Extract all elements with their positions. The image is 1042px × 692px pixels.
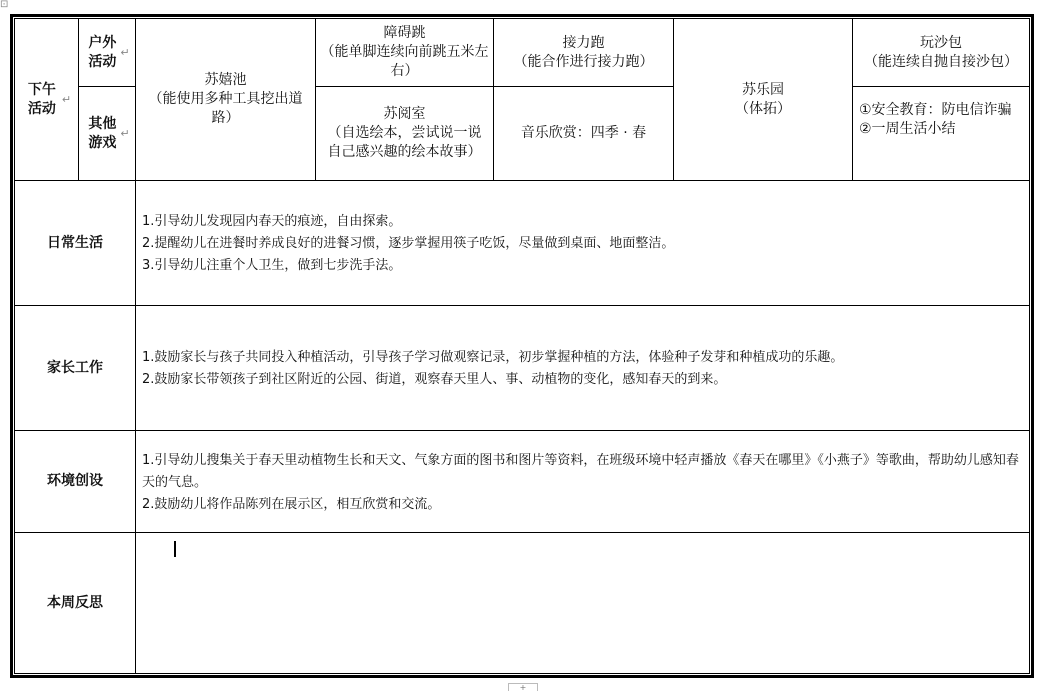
afternoon-activity-header[interactable] — [15, 19, 79, 181]
parent-work-label-cell[interactable] — [15, 306, 136, 431]
daily-life-item-1: 1.引导幼儿发现园内春天的痕迹，自由探索。 — [142, 214, 402, 229]
sutangchi-desc: （能使用多种工具挖出道路） — [148, 91, 303, 126]
environment-label-cell[interactable] — [15, 431, 136, 533]
suleyuan-title: 苏乐园 — [742, 81, 784, 98]
sandbag-title: 玩沙包 — [920, 34, 962, 51]
paragraph-mark: ↵ — [120, 127, 130, 140]
sutangchi-cell[interactable] — [136, 19, 316, 181]
relay-run-title: 接力跑 — [562, 34, 605, 51]
reflection-content-cell[interactable] — [136, 533, 1030, 674]
environment-item-1: 1.引导幼儿搜集关于春天里动植物生长和天文、气象方面的图书和图片等资料，在班级环境中轻声播放《春天在哪里》《小燕子》等歌曲，帮助幼儿感知春天的气息。 — [142, 452, 1019, 490]
daily-life-list — [136, 209, 674, 277]
other-games-content-cell[interactable] — [853, 87, 1030, 181]
reflection-label-cell[interactable] — [15, 533, 136, 674]
paragraph-mark: ↵ — [120, 46, 130, 59]
obstacle-jump-cell[interactable] — [316, 19, 494, 87]
paragraph-mark: ↵ — [61, 93, 72, 106]
reflection-label: 本周反思 — [47, 594, 103, 611]
text-cursor — [174, 541, 176, 557]
daily-life-item-3: 3.引导幼儿注重个人卫生，做到七步洗手法。 — [142, 258, 402, 273]
suleyuan-desc: （体拓） — [735, 100, 791, 117]
music-appreciation-cell[interactable] — [494, 87, 674, 181]
parent-work-item-1: 1.鼓励家长与孩子共同投入种植活动，引导孩子学习做观察记录，初步掌握种植的方法，体验种子发芽和种植成功的乐趣。 — [142, 350, 844, 365]
relay-run-cell[interactable] — [494, 19, 674, 87]
parent-work-list — [136, 345, 843, 391]
sandbag-desc: （能连续自抛自接沙包） — [864, 53, 1018, 70]
sandbag-cell[interactable] — [853, 19, 1030, 87]
daily-life-label-cell[interactable] — [15, 181, 136, 306]
other-item-1: ①安全教育：防电信诈骗 — [859, 102, 1012, 118]
other-item-2: ②一周生活小结 — [859, 121, 956, 137]
outdoor-activity-label-cell[interactable] — [79, 19, 136, 87]
environment-item-2: 2.鼓励幼儿将作品陈列在展示区，相互欣赏和交流。 — [142, 496, 441, 512]
suleyuan-cell[interactable] — [674, 19, 853, 181]
obstacle-jump-desc: （能单脚连续向前跳五米左右） — [320, 44, 489, 79]
other-games-label-cell[interactable] — [79, 87, 136, 181]
outdoor-activity-label: 户外活动 — [88, 34, 117, 70]
music-appreciation-text: 音乐欣赏：四季 · 春 — [520, 125, 647, 141]
environment-content-cell[interactable] — [136, 431, 1030, 533]
relay-run-desc: （能合作进行接力跑） — [513, 53, 654, 70]
reading-room-cell[interactable] — [316, 87, 494, 181]
environment-list — [136, 448, 1029, 516]
table-move-handle[interactable]: ⊡ — [0, 0, 9, 10]
environment-label: 环境创设 — [47, 473, 103, 489]
reading-room-desc: （自选绘本，尝试说一说自己感兴趣的绘本故事） — [327, 125, 482, 160]
other-games-label: 其他游戏 — [88, 115, 117, 151]
table-resize-handle[interactable]: + — [508, 683, 538, 691]
parent-work-content-cell[interactable] — [136, 306, 1030, 431]
obstacle-jump-title: 障碍跳 — [383, 25, 426, 41]
daily-life-item-2: 2.提醒幼儿在进餐时养成良好的进餐习惯，逐步掌握用筷子吃饭，尽量做到桌面、地面整洁。 — [142, 236, 675, 251]
afternoon-activity-label: 下午活动 — [27, 81, 56, 117]
sutangchi-title: 苏嬉池 — [204, 72, 247, 88]
daily-life-label: 日常生活 — [47, 234, 103, 251]
daily-life-content-cell[interactable] — [136, 181, 1030, 306]
reading-room-title: 苏阅室 — [383, 106, 426, 122]
parent-work-label: 家长工作 — [47, 359, 103, 376]
parent-work-item-2: 2.鼓励家长带领孩子到社区附近的公园、街道，观察春天里人、事、动植物的变化，感知春天的到来。 — [142, 372, 727, 387]
